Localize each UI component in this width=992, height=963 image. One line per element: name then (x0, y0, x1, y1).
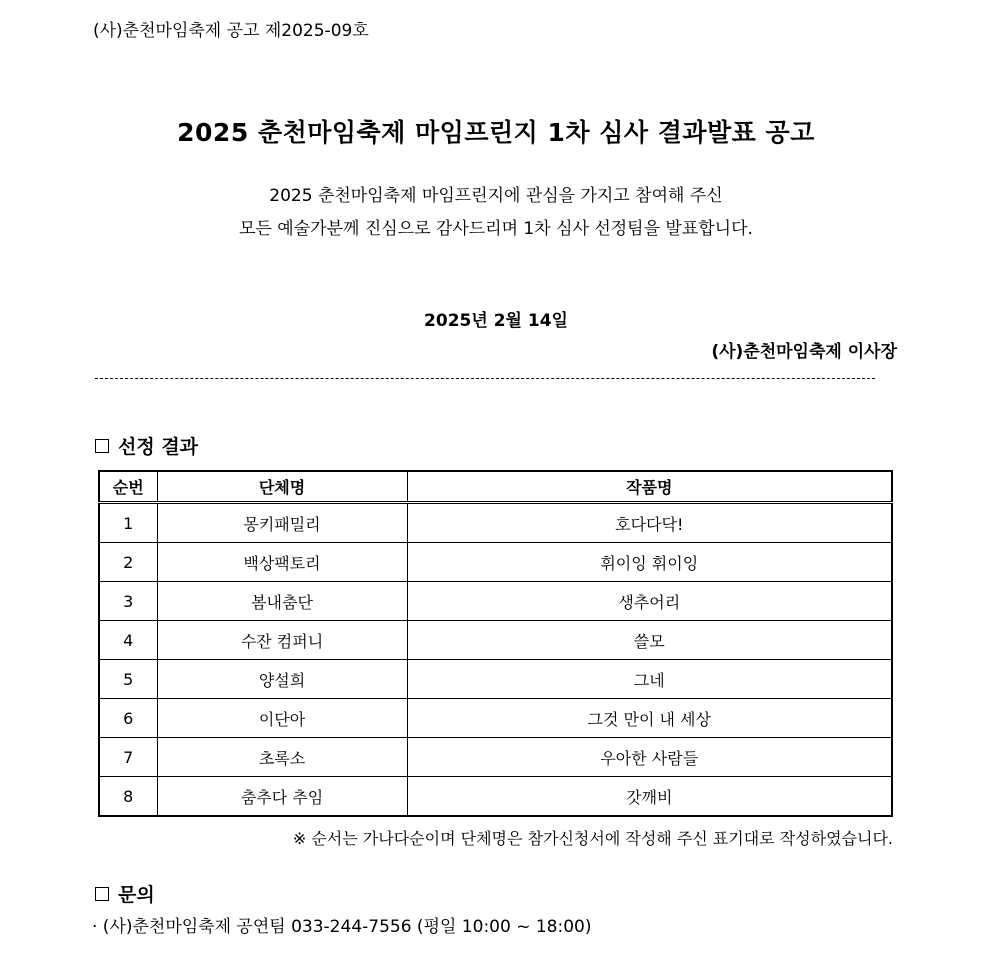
cell-number: 6 (99, 699, 157, 738)
cell-number: 7 (99, 738, 157, 777)
cell-team: 몽키패밀리 (157, 503, 407, 543)
intro-line-1: 2025 춘천마임축제 마임프린지에 관심을 가지고 참여해 주신 (269, 186, 723, 206)
cell-work: 갓깨비 (407, 777, 892, 817)
table-row (99, 777, 892, 817)
table-row (99, 621, 892, 660)
cell-team: 이단아 (157, 699, 407, 738)
section-heading-inquiry (95, 880, 155, 907)
cell-team: 수잔 컴퍼니 (157, 621, 407, 660)
table-row (99, 699, 892, 738)
cell-team: 백상팩토리 (157, 543, 407, 582)
section-heading-results (95, 432, 198, 459)
section-heading-inquiry-label: 문의 (118, 884, 155, 906)
square-bullet-icon (95, 887, 109, 901)
document-number: (사)춘천마임축제 공고 제2025-09호 (93, 21, 369, 41)
column-header-work: 작품명 (407, 471, 892, 503)
cell-team: 초록소 (157, 738, 407, 777)
ordering-note: ※ 순서는 가나다순이며 단체명은 참가신청서에 작성해 주신 표기대로 작성하였습니다. (292, 829, 893, 848)
table-header-row (99, 471, 892, 503)
intro-line-2: 모든 예술가분께 진심으로 감사드리며 1차 심사 선정팀을 발표합니다. (239, 219, 753, 239)
cell-work: 그것 만이 내 세상 (407, 699, 892, 738)
section-heading-results-label: 선정 결과 (118, 436, 199, 458)
signer: (사)춘천마임축제 이사장 (711, 342, 897, 362)
column-header-team: 단체명 (157, 471, 407, 503)
announcement-date: 2025년 2월 14일 (424, 311, 568, 331)
cell-number: 8 (99, 777, 157, 817)
results-table (98, 470, 893, 817)
table-row (99, 582, 892, 621)
cell-work: 우아한 사람들 (407, 738, 892, 777)
cell-work: 생추어리 (407, 582, 892, 621)
page-title: 2025 춘천마임축제 마임프린지 1차 심사 결과발표 공고 (177, 118, 815, 147)
cell-team: 양설희 (157, 660, 407, 699)
cell-team: 춤추다 추임 (157, 777, 407, 817)
cell-number: 3 (99, 582, 157, 621)
dashed-divider (95, 378, 875, 379)
cell-work: 쓸모 (407, 621, 892, 660)
table-row (99, 503, 892, 543)
contact-info: · (사)춘천마임축제 공연팀 033-244-7556 (평일 10:00 ~ 18:00) (92, 917, 592, 937)
table-row (99, 660, 892, 699)
cell-work: 휘이잉 휘이잉 (407, 543, 892, 582)
cell-number: 5 (99, 660, 157, 699)
cell-number: 1 (99, 503, 157, 543)
cell-team: 봄내춤단 (157, 582, 407, 621)
table-row (99, 543, 892, 582)
cell-work: 그네 (407, 660, 892, 699)
square-bullet-icon (95, 439, 109, 453)
cell-number: 2 (99, 543, 157, 582)
table-row (99, 738, 892, 777)
cell-number: 4 (99, 621, 157, 660)
cell-work: 호다다닥! (407, 503, 892, 543)
column-header-number: 순번 (99, 471, 157, 503)
